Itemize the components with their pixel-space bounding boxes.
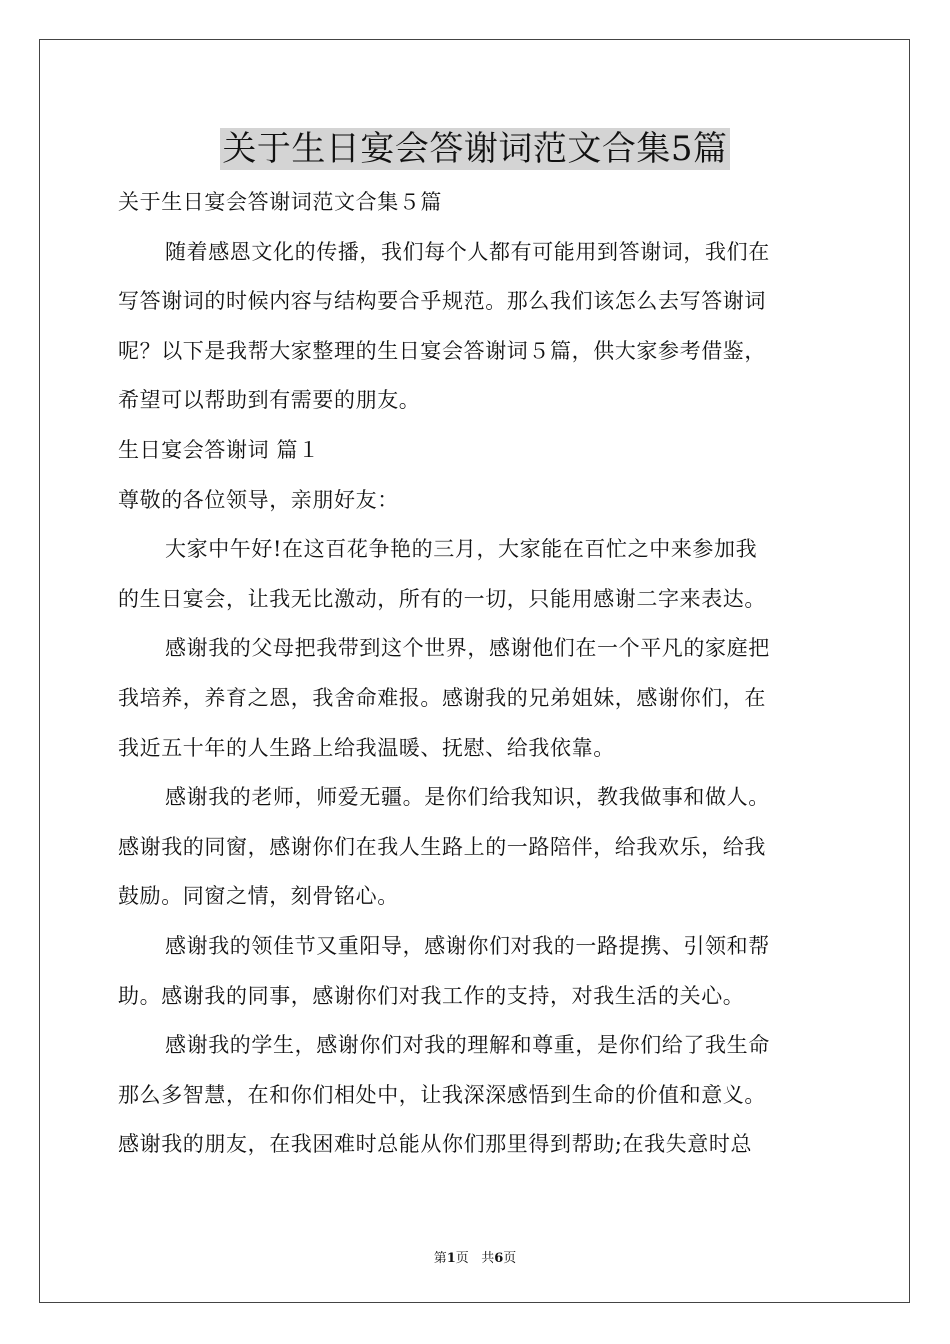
body-line: 鼓励。同窗之情，刻骨铭心。 [118,884,399,909]
body-line: 随着感恩文化的传播，我们每个人都有可能用到答谢词，我们在 [165,239,770,264]
page-suffix: 页 [455,1251,469,1266]
page-prefix: 第 [433,1251,447,1266]
page-number: 1 [446,1251,456,1266]
body-line: 关于生日宴会答谢词范文合集５篇 [118,190,442,214]
salutation: 尊敬的各位领导，亲朋好友： [118,487,399,512]
body-line: 助。感谢我的同事，感谢你们对我工作的支持，对我生活的关心。 [118,983,745,1008]
body-line: 希望可以帮助到有需要的朋友。 [118,388,421,413]
body-line: 感谢我的朋友，在我困难时总能从你们那里得到帮助;在我失意时总 [118,1132,753,1157]
total-suffix: 页 [503,1251,517,1266]
body-line: 写答谢词的时候内容与结构要合乎规范。那么我们该怎么去写答谢词 [118,289,766,314]
body-line: 感谢我的学生，感谢你们对我的理解和尊重，是你们给了我生命 [165,1033,770,1058]
body-line: 大家中午好!在这百花争艳的三月，大家能在百忙之中来参加我 [165,537,758,562]
title-container [0,128,950,170]
body-line: 那么多智慧，在和你们相处中，让我深深感悟到生命的价值和意义。 [118,1082,766,1107]
body-line: 呢？以下是我帮大家整理的生日宴会答谢词５篇，供大家参考借鉴， [118,338,766,363]
body-line: 感谢我的同窗，感谢你们在我人生路上的一路陪伴，给我欢乐，给我 [118,834,766,859]
body-line: 的生日宴会，让我无比激动，所有的一切，只能用感谢二字来表达。 [118,586,766,611]
document-body [118,178,838,1170]
total-pages: 6 [494,1251,504,1266]
document-title: 关于生日宴会答谢词范文合集5篇 [222,129,728,169]
page-footer [0,1247,950,1266]
body-line: 感谢我的父母把我带到这个世界，感谢他们在一个平凡的家庭把 [165,636,770,661]
total-prefix: 共 [481,1251,495,1266]
body-line: 我近五十年的人生路上给我温暖、抚慰、给我依靠。 [118,735,615,760]
body-line: 我培养，养育之恩，我舍命难报。感谢我的兄弟姐妹，感谢你们，在 [118,685,766,710]
body-line: 感谢我的领佳节又重阳导，感谢你们对我的一路提携、引领和帮 [165,933,770,958]
section-heading: 生日宴会答谢词 篇１ [118,437,320,462]
body-line: 感谢我的老师，师爱无疆。是你们给我知识，教我做事和做人。 [165,785,770,810]
